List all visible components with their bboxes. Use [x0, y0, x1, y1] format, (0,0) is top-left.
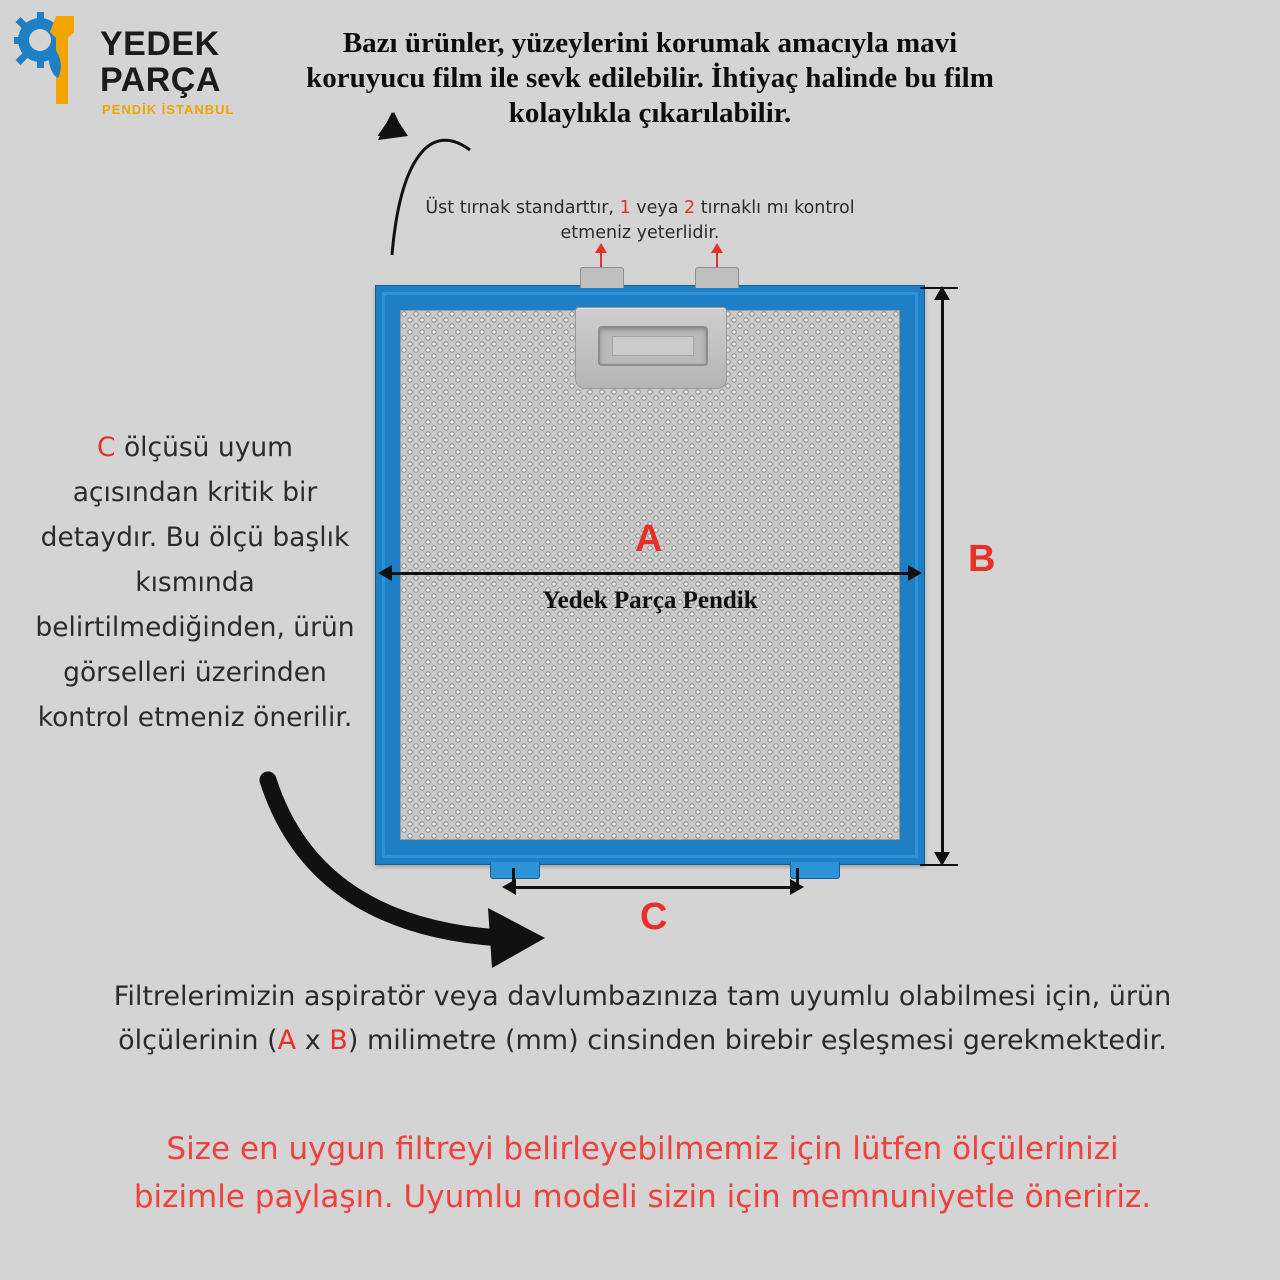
- top-tab-1: [580, 267, 624, 288]
- left-paragraph-letter: C: [97, 432, 116, 463]
- dimension-b-tick-top: [920, 287, 958, 289]
- dimension-line-c: [514, 886, 796, 889]
- product-watermark: Yedek Parça Pendik: [542, 587, 758, 614]
- closing-call-to-action: Size en uygun filtreyi belirleyebilmemiz için lütfen ölçülerinizi bizimle paylaşın. Uyumlu modeli sizin için memnuniyetle öneririz.: [133, 1131, 1152, 1215]
- left-paragraph: [30, 425, 360, 740]
- dimension-label-a: A: [635, 518, 663, 560]
- dimension-a-arrow-right: [908, 565, 922, 581]
- bottom-paragraph: [110, 975, 1175, 1063]
- top-note-part1: Üst tırnak standarttır,: [425, 198, 620, 218]
- dimension-c-arrow-right: [790, 879, 804, 895]
- dimension-label-c: C: [640, 896, 668, 938]
- top-note-text: [420, 196, 860, 246]
- top-note-part2: veya: [630, 198, 685, 218]
- bottom-tab-1: [490, 862, 540, 879]
- left-paragraph-text: ölçüsü uyum açısından kritik bir detaydır. Bu ölçü başlık kısmında belirtilmediğinden, ürün görselleri üzerinden kontrol etmeniz önerilir.: [35, 432, 355, 733]
- bottom-paragraph-part1: Filtrelerimizin aspiratör veya davlumbazınıza tam uyumlu olabilmesi için, ürün ölçülerinin (: [113, 981, 1172, 1056]
- handle-slot: [598, 326, 708, 366]
- bottom-paragraph-b: B: [329, 1025, 348, 1056]
- wrench-gear-icon: [14, 10, 104, 120]
- dimension-a-arrow-left: [378, 565, 392, 581]
- dimension-line-b: [941, 300, 944, 852]
- top-note-num2: 2: [684, 198, 696, 218]
- brand-subtitle: PENDİK İSTANBUL: [102, 102, 235, 117]
- top-note-num1: 1: [619, 198, 631, 218]
- bottom-paragraph-a: A: [277, 1025, 297, 1056]
- bottom-paragraph-part2: ) milimetre (mm) cinsinden birebir eşleşmesi gerekmektedir.: [347, 1025, 1167, 1056]
- bottom-paragraph-x: x: [296, 1025, 330, 1056]
- headline-text: Bazı ürünler, yüzeylerini korumak amacıyla mavi koruyucu film ile sevk edilebilir. İhtiyaç halinde bu film kolaylıkla çıkarılabilir.: [306, 27, 994, 129]
- top-tab-2: [695, 267, 739, 288]
- dimension-line-a: [392, 572, 908, 575]
- filter-mesh: [400, 310, 900, 840]
- filter-product-illustration: [375, 285, 925, 865]
- dimension-c-arrow-left: [502, 879, 516, 895]
- top-note-part3: tırnaklı mı kontrol etmeniz yeterlidir.: [560, 198, 855, 243]
- brand-logo: [14, 10, 274, 125]
- filter-handle: [575, 307, 727, 389]
- dimension-b-tick-bottom: [920, 864, 958, 866]
- brand-name: YEDEK PARÇA: [100, 25, 221, 99]
- dimension-label-b: B: [968, 538, 996, 580]
